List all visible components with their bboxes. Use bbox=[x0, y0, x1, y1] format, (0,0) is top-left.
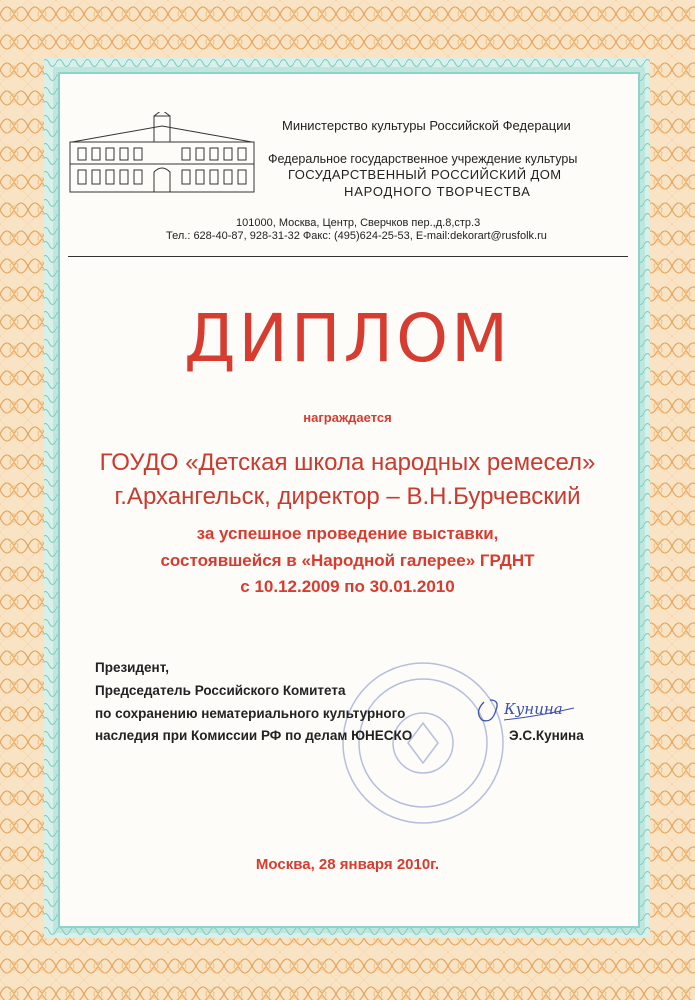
institution-line-2: ГОСУДАРСТВЕННЫЙ РОССИЙСКИЙ ДОМ bbox=[288, 167, 562, 182]
building-emblem-icon bbox=[62, 112, 262, 194]
svg-text:Кунина: Кунина bbox=[504, 700, 563, 718]
signatory-title-4: наследия при Комиссии РФ по делам ЮНЕСКО bbox=[95, 728, 413, 743]
recipient-line-2: г.Архангельск, директор – В.Н.Бурчевский bbox=[114, 483, 581, 510]
reason-line-2: состоявшейся в «Народной галерее» ГРДНТ bbox=[160, 551, 535, 570]
place-and-date: Москва, 28 января 2010г. bbox=[255, 856, 440, 873]
handwritten-signature bbox=[470, 690, 580, 730]
reason-line-3: с 10.12.2009 по 30.01.2010 bbox=[240, 577, 455, 596]
recipient-line-1: ГОУДО «Детская школа народных ремесел» bbox=[99, 449, 596, 476]
institution-line-1: Федеральное государственное учреждение культуры bbox=[268, 152, 578, 166]
signatory-title-1: Президент, bbox=[95, 660, 170, 675]
signatory-title-3: по сохранению нематериального культурного bbox=[95, 706, 406, 721]
address-line: 101000, Москва, Центр, Сверчков пер.,д.8,стр.3 bbox=[236, 217, 481, 229]
institution-line-3: НАРОДНОГО ТВОРЧЕСТВА bbox=[344, 184, 531, 199]
awarded-label: награждается bbox=[303, 410, 392, 425]
header-divider bbox=[68, 256, 628, 257]
reason-line-1: за успешное проведение выставки, bbox=[196, 524, 499, 543]
contacts-line: Тел.: 628-40-87, 928-31-32 Факс: (495)624-25-53, E-mail:dekorart@rusfolk.ru bbox=[166, 230, 547, 242]
signer-name: Э.С.Кунина bbox=[509, 728, 584, 743]
ministry-line: Министерство культуры Российской Федерации bbox=[282, 118, 571, 133]
round-seal-stamp-icon bbox=[338, 658, 508, 828]
diploma-title: ДИПЛОМ bbox=[183, 300, 512, 377]
signatory-title-2: Председатель Российского Комитета bbox=[95, 683, 346, 698]
